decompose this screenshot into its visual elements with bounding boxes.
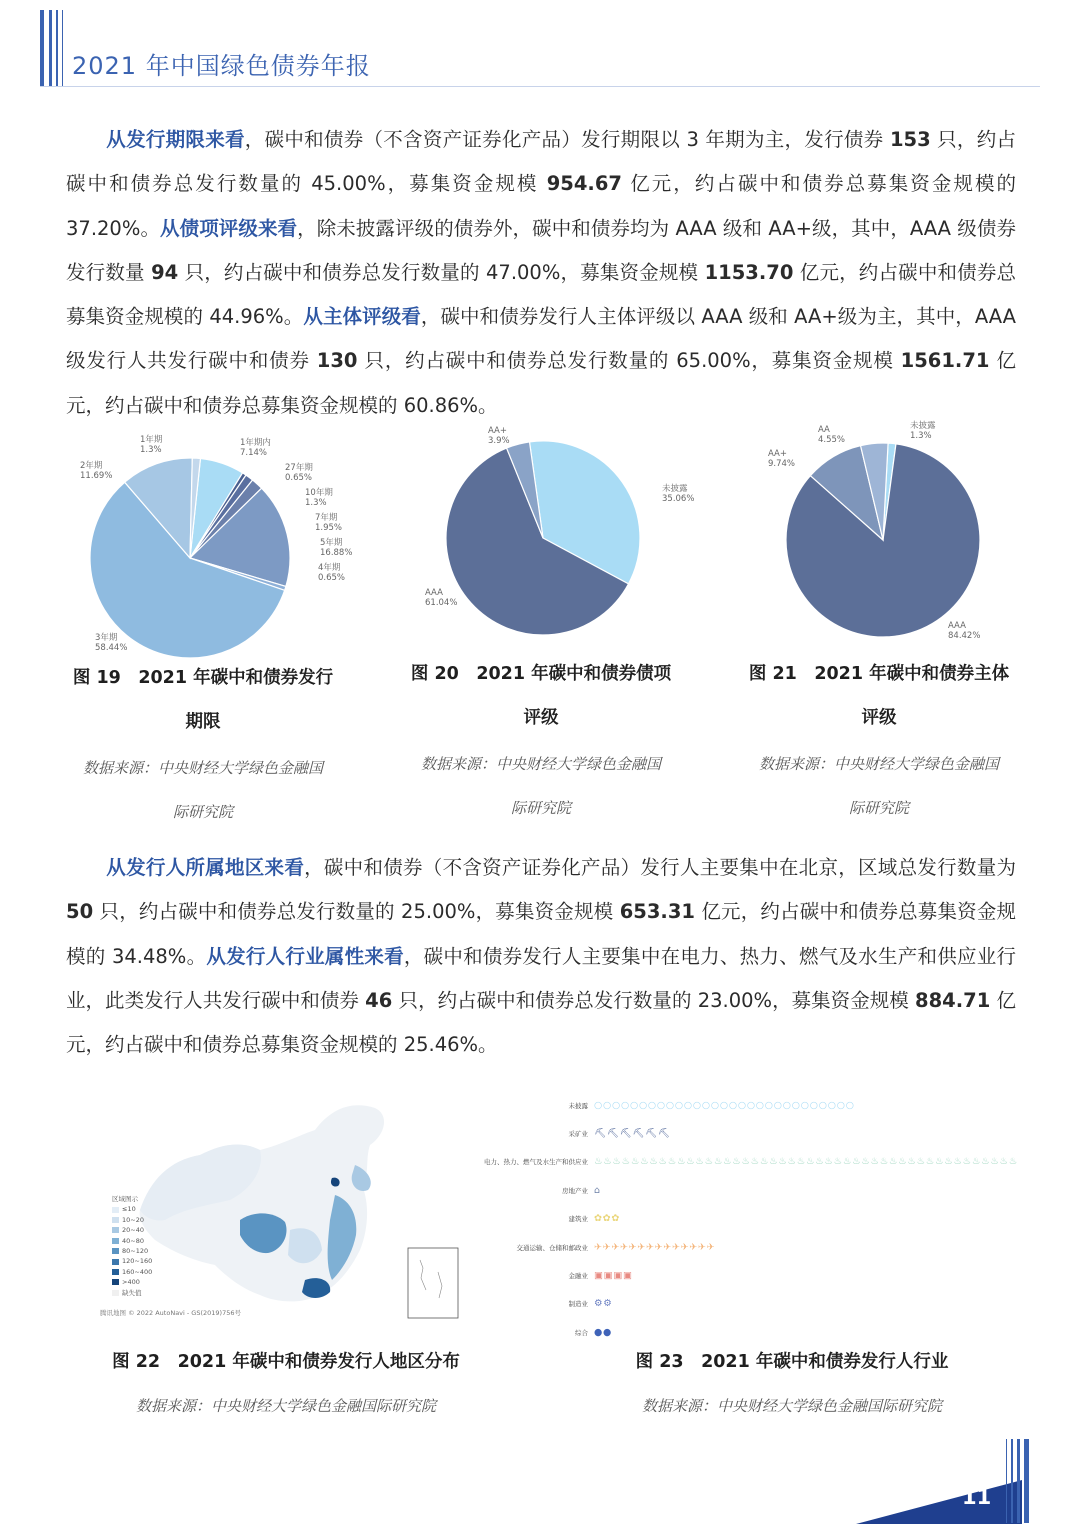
slice-pct: 84.42% (948, 631, 981, 641)
slice-pct: 1.3% (305, 498, 327, 508)
slice-label: AAA (948, 621, 966, 631)
slice-pct: 4.55% (818, 435, 846, 445)
legend-label: 120~160 (122, 1257, 153, 1266)
legend-label: 160~400 (122, 1267, 153, 1276)
pie-chart-issue-term (70, 430, 370, 660)
industry-row (470, 1126, 671, 1140)
legend-label: >400 (122, 1278, 140, 1287)
legend-item (112, 1215, 152, 1225)
slice-label: 未披露 (662, 484, 688, 494)
map-credit: 腾讯地图 © 2022 AutoNavi - GS(2019)756号 (100, 1309, 241, 1317)
figure-22-caption: 图 22 2021 年碳中和债券发行人地区分布 (112, 1352, 460, 1372)
industry-label: 未披露 (568, 1101, 588, 1110)
header-decoration-bars (40, 10, 70, 86)
legend-swatch (112, 1269, 119, 1275)
legend-swatch (112, 1207, 119, 1213)
slice-pct: 9.74% (768, 459, 796, 469)
industry-icons: ⛏⛏⛏⛏⛏⛏ (594, 1127, 671, 1139)
figure-21-caption: 图 21 2021 年碳中和债券主体 评级 (748, 664, 1010, 728)
highlight-industry: 从发行人行业属性来看 (206, 944, 404, 968)
legend-item (112, 1225, 152, 1235)
industry-icons: ♨♨♨♨♨♨♨♨♨♨♨♨♨♨♨♨♨♨♨♨♨♨♨♨♨♨♨♨♨♨♨♨♨♨♨♨♨♨♨♨♨♨♨♨♨♨ (594, 1156, 1018, 1168)
highlight-region: 从发行人所属地区来看 (106, 856, 305, 879)
legend-swatch (112, 1248, 119, 1254)
industry-row (470, 1325, 612, 1339)
legend-swatch (112, 1238, 119, 1244)
legend-item (112, 1277, 152, 1287)
legend-swatch (112, 1259, 119, 1265)
slice-pct: 0.65% (285, 473, 313, 483)
industry-icons: ●● (594, 1326, 612, 1338)
industry-icons: ✈✈✈✈✈✈✈✈✈✈✈✈✈✈ (594, 1241, 716, 1253)
slice-pct: 1.3% (910, 431, 932, 441)
slice-label: AA+ (768, 449, 787, 459)
page-number: 11 (962, 1485, 992, 1509)
slice-label: 7年期 (315, 513, 338, 523)
legend-label: 10~20 (122, 1215, 144, 1224)
slice-pct: 1.3% (140, 445, 162, 455)
slice-pct: 3.9% (488, 436, 510, 446)
figure-21-source: 数据来源：中央财经大学绿色金融国 际研究院 (758, 755, 999, 817)
industry-icons: ⌂ (594, 1184, 601, 1196)
legend-label: 40~80 (122, 1236, 144, 1245)
legend-item (112, 1236, 152, 1246)
slice-pct: 7.14% (240, 448, 268, 458)
footer-decoration-bars (1006, 1439, 1032, 1523)
slice-label: 2年期 (80, 461, 103, 471)
highlight-bond-rating: 从债项评级来看 (160, 216, 298, 240)
legend-item (112, 1204, 152, 1214)
industry-row (470, 1212, 620, 1226)
figure-19-source: 数据来源：中央财经大学绿色金融国 际研究院 (82, 759, 323, 821)
legend-swatch (112, 1279, 119, 1285)
slice-label: 4年期 (318, 563, 341, 573)
industry-icons: ○○○○○○○○○○○○○○○○○○○○○○○○○○○○○ (594, 1099, 855, 1111)
legend-label: ≤10 (122, 1205, 136, 1214)
slice-label: 3年期 (95, 633, 118, 643)
figure-22-source: 数据来源：中央财经大学绿色金融国际研究院 (135, 1397, 436, 1415)
paragraph-term-rating: 从发行期限来看，碳中和债券（不含资产证券化产品）发行期限以 3 年期为主，发行债券 153 只，约占碳中和债券总发行数量的 45.00%，募集资金规模 954.67 亿元，约占碳中和债券总募集资金规模的 37.20%。从债项评级来看，除未披露评级的债券外，碳中和债券均为 AAA 级和 AA+级，其中，AAA 级债券发行数量 94 只，约占碳中和债券总发行数量的 47.00%，募集资金规模 1153.70 亿元，约占碳中和债券总募集资金规模的 44.96%。从主体评级看，碳中和债券发行人主体评级以 AAA 级和 AA+级为主，其中，AAA 级发行人共发行碳中和债券 130 只，约占碳中和债券总发行数量的 65.00%，募集资金规模 1561.71 亿元，约占碳中和债券总募集资金规模的 60.86%。 (66, 128, 1016, 417)
slice-pct: 1.95% (315, 523, 343, 533)
slice-label: AAA (425, 588, 443, 598)
industry-label: 采矿业 (568, 1129, 588, 1138)
industry-label: 交通运输、仓储和邮政业 (516, 1243, 588, 1252)
figure-23-caption: 图 23 2021 年碳中和债券发行人行业 (635, 1352, 949, 1372)
industry-pictograph (470, 1090, 1040, 1340)
industry-row (470, 1268, 633, 1282)
figure-20-caption: 图 20 2021 年碳中和债券债项 评级 (410, 664, 672, 728)
industry-row (470, 1183, 601, 1197)
industry-row (470, 1155, 1018, 1169)
highlight-term: 从发行期限来看 (106, 128, 245, 151)
legend-label: 20~40 (122, 1226, 144, 1235)
industry-row (470, 1098, 855, 1112)
slice-label: 1年期内 (240, 438, 271, 448)
legend-label: 缺失值 (122, 1288, 142, 1297)
legend-item (112, 1246, 152, 1256)
header-divider (40, 86, 1040, 87)
industry-row (470, 1240, 715, 1254)
legend-swatch (112, 1217, 119, 1223)
map-legend: 区域图示 ≤10 10~20 20~40 40~80 80~120 120~160 160~400 >400 缺失值 (112, 1195, 153, 1297)
figure-20-source: 数据来源：中央财经大学绿色金融国 际研究院 (420, 755, 661, 817)
industry-label: 制造业 (568, 1300, 588, 1309)
slice-label: 27年期 (285, 463, 313, 473)
industry-icons: ▣▣▣▣ (594, 1269, 633, 1281)
legend-swatch (112, 1227, 119, 1233)
industry-icons: ⚙⚙ (594, 1298, 613, 1310)
legend-item (112, 1256, 152, 1266)
industry-row (470, 1297, 612, 1311)
slice-pct: 16.88% (320, 548, 353, 558)
slice-label: 5年期 (320, 538, 343, 548)
industry-label: 电力、热力、燃气及水生产和供应业 (484, 1158, 588, 1167)
industry-label: 金融业 (568, 1271, 588, 1280)
industry-label: 房地产业 (562, 1186, 588, 1195)
pie-chart-bond-rating (400, 425, 710, 650)
slice-pct: 61.04% (425, 598, 458, 608)
footer-triangle (856, 1480, 1022, 1524)
paragraph-region-industry: 从发行人所属地区来看，碳中和债券（不含资产证券化产品）发行人主要集中在北京，区域总发行数量为 50 只，约占碳中和债券总发行数量的 25.00%，募集资金规模 653.31 亿元，约占碳中和债券总募集资金规模的 34.48%。从发行人行业属性来看，碳中和债券发行人主要集中在电力、热力、燃气及水生产和供应业行业，此类发行人共发行碳中和债券 46 只，约占碳中和债券总发行数量的 23.00%，募集资金规模 884.71 亿元，约占碳中和债券总募集资金规模的 25.46%。 (66, 856, 1017, 1057)
slice-label: AA+ (488, 426, 507, 436)
figure-19-caption: 图 19 2021 年碳中和债券发行 期限 (72, 668, 334, 732)
slice-pct: 11.69% (80, 471, 113, 481)
legend-label: 80~120 (122, 1247, 149, 1256)
slice-label: 10年期 (305, 488, 333, 498)
slice-label: 1年期 (140, 435, 163, 445)
industry-label: 建筑业 (568, 1215, 588, 1224)
china-region-map (100, 1090, 470, 1330)
industry-icons: ✿✿✿ (594, 1213, 620, 1225)
slice-pct: 0.65% (318, 573, 346, 583)
pie-chart-issuer-rating (750, 420, 1050, 650)
figure-23-source: 数据来源：中央财经大学绿色金融国际研究院 (641, 1397, 942, 1415)
slice-pct: 58.44% (95, 643, 128, 653)
south-china-sea-inset (408, 1248, 458, 1318)
legend-swatch (112, 1290, 119, 1296)
slice-label: 未披露 (910, 421, 936, 431)
highlight-issuer-rating: 从主体评级看 (303, 305, 421, 329)
industry-label: 综合 (575, 1328, 588, 1337)
legend-item (112, 1267, 152, 1277)
slice-pct: 35.06% (662, 494, 695, 504)
legend-item (112, 1288, 152, 1298)
header-title: 2021 年中国绿色债券年报 (72, 52, 371, 80)
slice-label: AA (818, 425, 830, 435)
